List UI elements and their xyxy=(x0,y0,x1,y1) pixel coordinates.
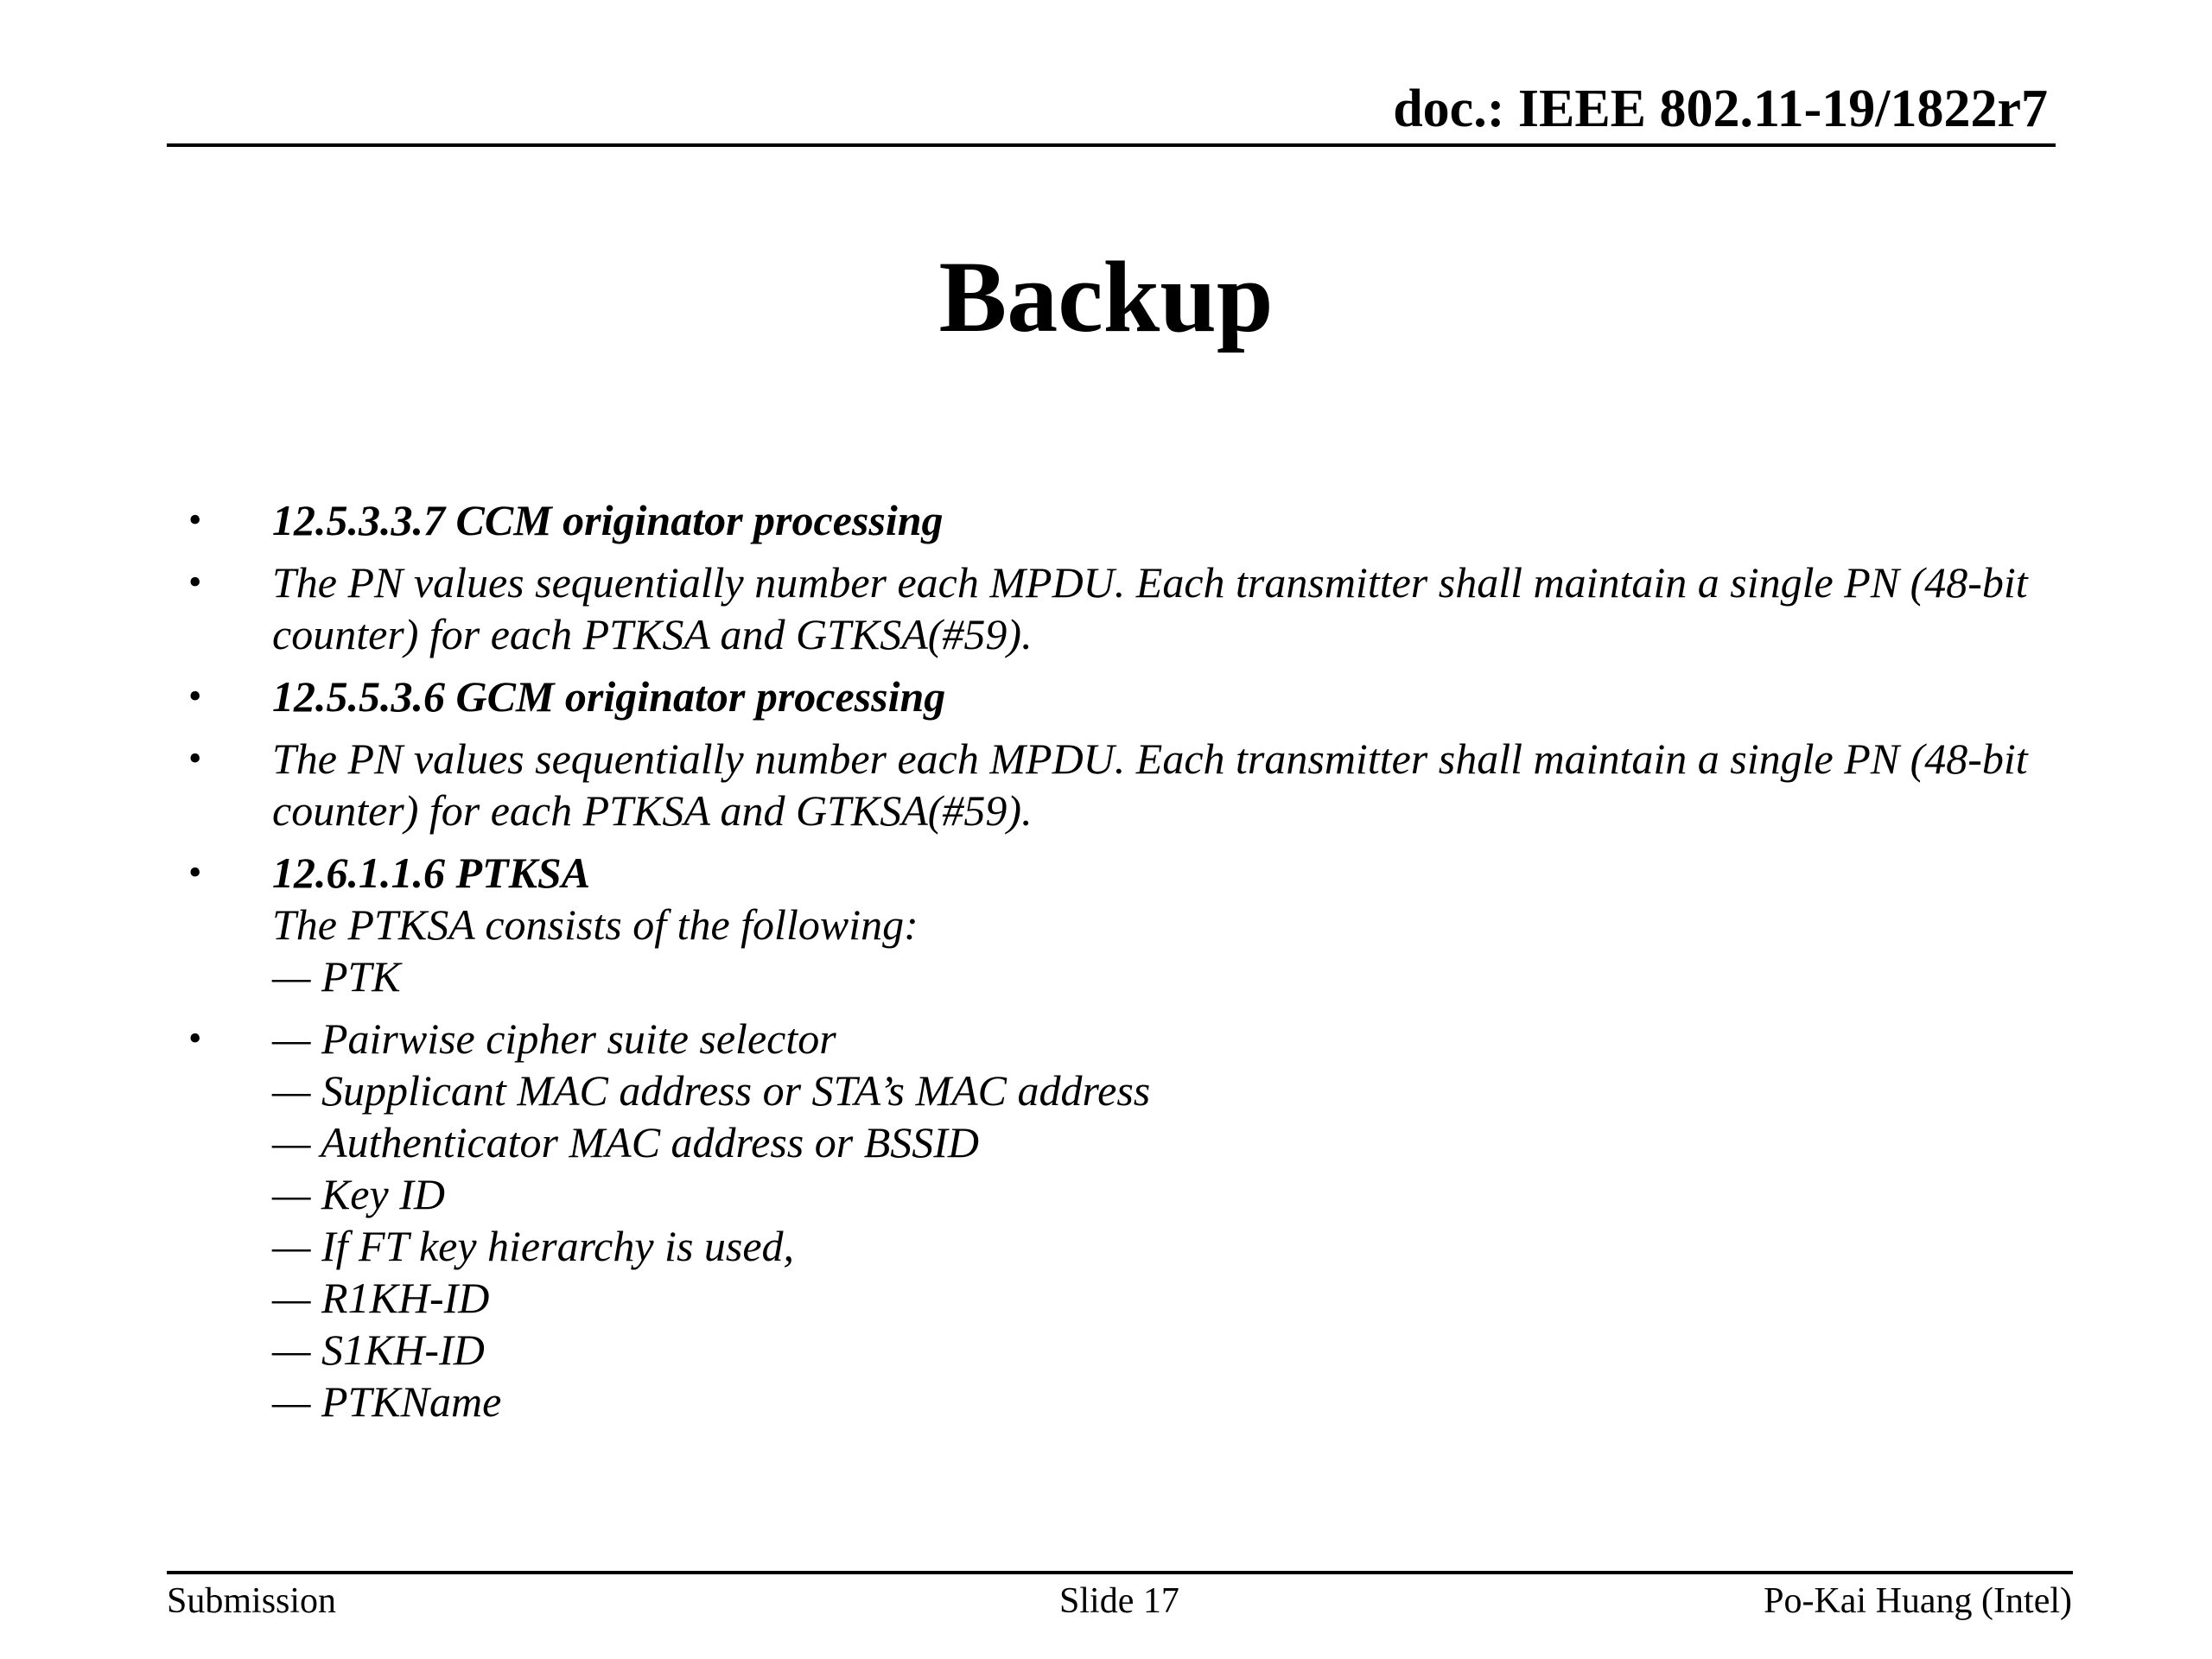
bullet-line: — R1KH-ID xyxy=(272,1274,490,1322)
bullet-item xyxy=(0,671,2212,722)
bullet-item xyxy=(0,556,2212,660)
bullet-item xyxy=(0,847,2212,1002)
bullet-item xyxy=(0,494,2212,546)
bullet-line: — Key ID xyxy=(272,1170,445,1218)
bullet-marker: • xyxy=(188,1017,202,1059)
bullet-line: The PTKSA consists of the following: xyxy=(272,900,918,949)
slide-title: Backup xyxy=(938,240,1274,353)
bullet-line: — S1KH-ID xyxy=(272,1325,485,1374)
bullet-marker: • xyxy=(188,561,202,603)
bullet-marker: • xyxy=(188,675,202,717)
bullet-line: — If FT key hierarchy is used, xyxy=(272,1222,795,1270)
footer-submission: Submission xyxy=(167,1581,337,1621)
bullet-line: — PTK xyxy=(272,952,401,1001)
footer-divider xyxy=(167,1571,2073,1574)
document-id: doc.: IEEE 802.11-19/1822r7 xyxy=(1393,79,2048,138)
bullet-marker: • xyxy=(188,851,202,893)
bullet-line: — Pairwise cipher suite selector xyxy=(272,1014,836,1063)
footer-slide-number: Slide 17 xyxy=(1059,1581,1179,1621)
section-heading: 12.6.1.1.6 PTKSA xyxy=(272,849,591,897)
bullet-line: — Supplicant MAC address or STA’s MAC address xyxy=(272,1066,1151,1115)
bullet-text: The PN values sequentially number each MPDU. Each transmitter shall maintain a single PN (48-bit counter) for each PTKSA and GTKSA(#59). xyxy=(272,558,2028,658)
bullet-marker: • xyxy=(188,737,202,779)
bullet-list xyxy=(0,494,2212,1438)
section-heading: 12.5.5.3.6 GCM originator processing xyxy=(272,672,946,721)
section-heading: 12.5.3.3.7 CCM originator processing xyxy=(272,496,944,544)
bullet-marker: • xyxy=(188,499,202,541)
bullet-line: — PTKName xyxy=(272,1377,502,1426)
footer-author: Po-Kai Huang (Intel) xyxy=(1764,1581,2072,1621)
bullet-text: The PN values sequentially number each MPDU. Each transmitter shall maintain a single PN (48-bit counter) for each PTKSA and GTKSA(#59). xyxy=(272,734,2028,835)
bullet-line: — Authenticator MAC address or BSSID xyxy=(272,1118,980,1166)
bullet-item xyxy=(0,733,2212,836)
header-divider xyxy=(167,143,2056,147)
bullet-item xyxy=(0,1013,2212,1427)
